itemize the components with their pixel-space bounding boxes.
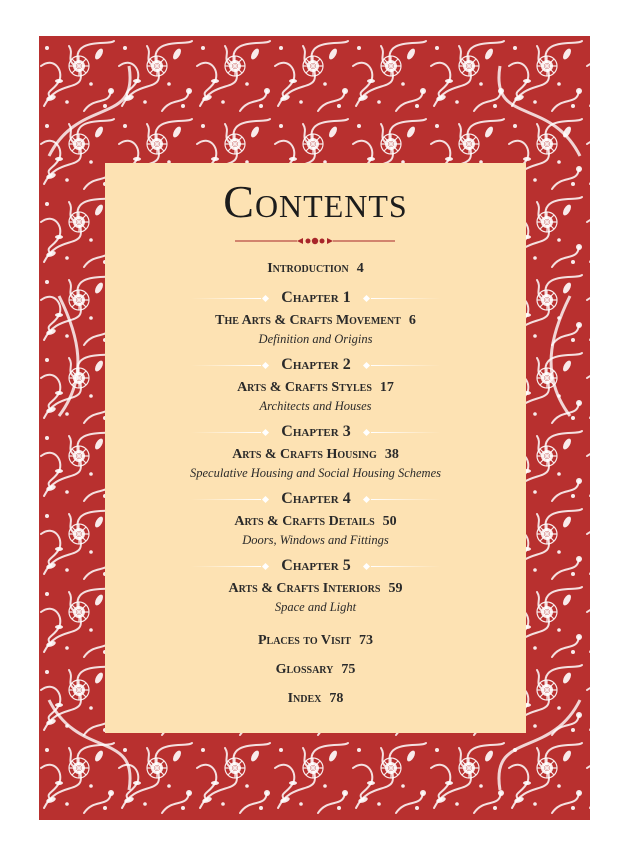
toc-entry-page: 4 xyxy=(356,261,364,276)
chapter-heading xyxy=(191,357,441,375)
chapter-heading-label: Chapter 4 xyxy=(281,490,351,507)
chapter-subtitle: Space and Light xyxy=(274,600,357,614)
chapter-heading xyxy=(191,290,441,308)
chapter-subtitle: Definition and Origins xyxy=(258,332,373,346)
chapter-heading-label: Chapter 1 xyxy=(281,289,351,306)
toc-entry-chapter-1[interactable] xyxy=(105,312,526,330)
toc-entry-label: Arts & Crafts Styles xyxy=(237,380,372,395)
toc-entry-label: Introduction xyxy=(267,261,349,276)
toc-entry-glossary[interactable] xyxy=(105,661,526,679)
toc-entry-page: 75 xyxy=(341,662,356,677)
toc-entry-page: 78 xyxy=(329,691,344,706)
toc-entry-page: 6 xyxy=(408,313,416,328)
toc-entry-chapter-5[interactable] xyxy=(105,580,526,598)
toc-entry-label: Arts & Crafts Housing xyxy=(232,447,377,462)
chapter-subtitle: Speculative Housing and Social Housing Schemes xyxy=(190,466,441,480)
toc-entry-page: 38 xyxy=(384,447,399,462)
toc-entry-index[interactable] xyxy=(105,690,526,708)
toc-entry-places-to-visit[interactable] xyxy=(105,632,526,650)
title-ornament-icon xyxy=(235,236,395,246)
toc-entry-chapter-3[interactable] xyxy=(105,446,526,464)
contents-panel xyxy=(105,163,526,733)
toc-entry-chapter-4[interactable] xyxy=(105,513,526,531)
toc-entry-page: 50 xyxy=(382,514,397,529)
chapter-heading xyxy=(191,558,441,576)
toc-entry-label: Glossary xyxy=(275,662,334,677)
toc-entry-introduction[interactable] xyxy=(105,260,526,278)
toc-entry-page: 17 xyxy=(379,380,394,395)
chapter-heading-label: Chapter 2 xyxy=(281,356,351,373)
chapter-subtitle: Doors, Windows and Fittings xyxy=(242,533,389,547)
toc-entry-label: The Arts & Crafts Movement xyxy=(215,313,401,328)
chapter-heading-label: Chapter 3 xyxy=(281,423,351,440)
toc-entry-page: 73 xyxy=(359,633,374,648)
toc-entry-label: Places to Visit xyxy=(257,633,352,648)
toc-entry-label: Index xyxy=(287,691,322,706)
toc-entry-chapter-2[interactable] xyxy=(105,379,526,397)
chapter-subtitle: Architects and Houses xyxy=(259,399,372,413)
chapter-heading xyxy=(191,491,441,509)
toc-entry-label: Arts & Crafts Details xyxy=(234,514,375,529)
toc-entry-page: 59 xyxy=(388,581,403,596)
toc-entry-label: Arts & Crafts Interiors xyxy=(228,581,381,596)
chapter-heading-label: Chapter 5 xyxy=(281,557,351,574)
page-title: Contents xyxy=(223,176,408,227)
chapter-heading xyxy=(191,424,441,442)
